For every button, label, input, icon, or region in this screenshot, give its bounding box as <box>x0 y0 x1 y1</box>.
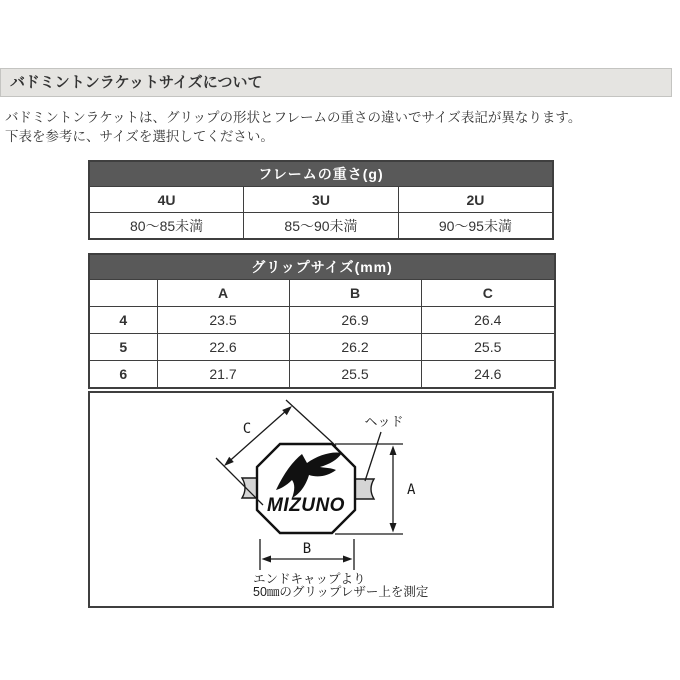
grip-col-b: B <box>289 280 421 307</box>
dim-a-label: A <box>407 482 416 498</box>
frame-size-3u: 3U <box>244 187 399 213</box>
frame-size-4u: 4U <box>89 187 244 213</box>
grip-size-header-row <box>89 254 555 280</box>
grip-row-label: 5 <box>89 334 157 361</box>
grip-size-table-title: グリップサイズ(mm) <box>89 254 555 280</box>
grip-cell-b: 26.2 <box>289 334 421 361</box>
frame-weight-header-row <box>89 161 553 187</box>
frame-size-2u: 2U <box>398 187 553 213</box>
grip-cell-a: 22.6 <box>157 334 289 361</box>
dim-c-extension-upper <box>286 400 336 446</box>
grip-size-column-row <box>89 280 555 307</box>
description <box>5 108 581 146</box>
description-line-2: 下表を参考に、サイズを選択してください。 <box>5 129 274 144</box>
grip-cell-c: 25.5 <box>421 334 555 361</box>
grip-col-a: A <box>157 280 289 307</box>
grip-cell-c: 24.6 <box>421 361 555 389</box>
grip-measurement-diagram <box>88 391 554 608</box>
grip-cell-b: 26.9 <box>289 307 421 334</box>
mizuno-wordmark: MIZUNO <box>267 495 345 516</box>
frame-weight-4u-value: 80〜85未満 <box>89 213 244 240</box>
grip-row-label: 6 <box>89 361 157 389</box>
grip-cell-c: 26.4 <box>421 307 555 334</box>
head-label: ヘッド <box>364 414 404 429</box>
head-leader-line <box>365 432 381 481</box>
dim-b-label: B <box>302 541 312 557</box>
caption-line-1: エンドキャップより <box>253 572 366 586</box>
grip-col-c: C <box>421 280 555 307</box>
dim-c-label: C <box>242 421 252 437</box>
section-title-bar <box>0 68 672 97</box>
dim-b-arrowhead-left <box>262 556 272 563</box>
frame-weight-table-title: フレームの重さ(g) <box>89 161 553 187</box>
grip-size-table <box>88 253 556 389</box>
grip-row-label: 4 <box>89 307 157 334</box>
description-line-1: バドミントンラケットは、グリップの形状とフレームの重さの違いでサイズ表記が異なります。 <box>5 110 582 125</box>
frame-weight-3u-value: 85〜90未満 <box>244 213 399 240</box>
grip-size-row-6 <box>89 361 555 389</box>
grip-col-empty <box>89 280 157 307</box>
grip-diagram-svg <box>90 393 552 606</box>
dim-a-arrowhead-bottom <box>390 523 397 533</box>
grip-octagon <box>257 444 355 533</box>
caption-line-2: 50㎜のグリップレザー上を測定 <box>253 585 429 599</box>
frame-weight-size-row <box>89 187 553 213</box>
section-title: バドミントンラケットサイズについて <box>10 74 263 91</box>
frame-weight-value-row <box>89 213 553 240</box>
dim-a-arrowhead-top <box>390 446 397 456</box>
grip-cell-a: 23.5 <box>157 307 289 334</box>
frame-weight-2u-value: 90〜95未満 <box>398 213 553 240</box>
grip-cell-a: 21.7 <box>157 361 289 389</box>
grip-size-row-5 <box>89 334 555 361</box>
grip-cell-b: 25.5 <box>289 361 421 389</box>
grip-size-row-4 <box>89 307 555 334</box>
frame-weight-table <box>88 160 554 240</box>
dim-b-arrowhead-right <box>343 556 353 563</box>
